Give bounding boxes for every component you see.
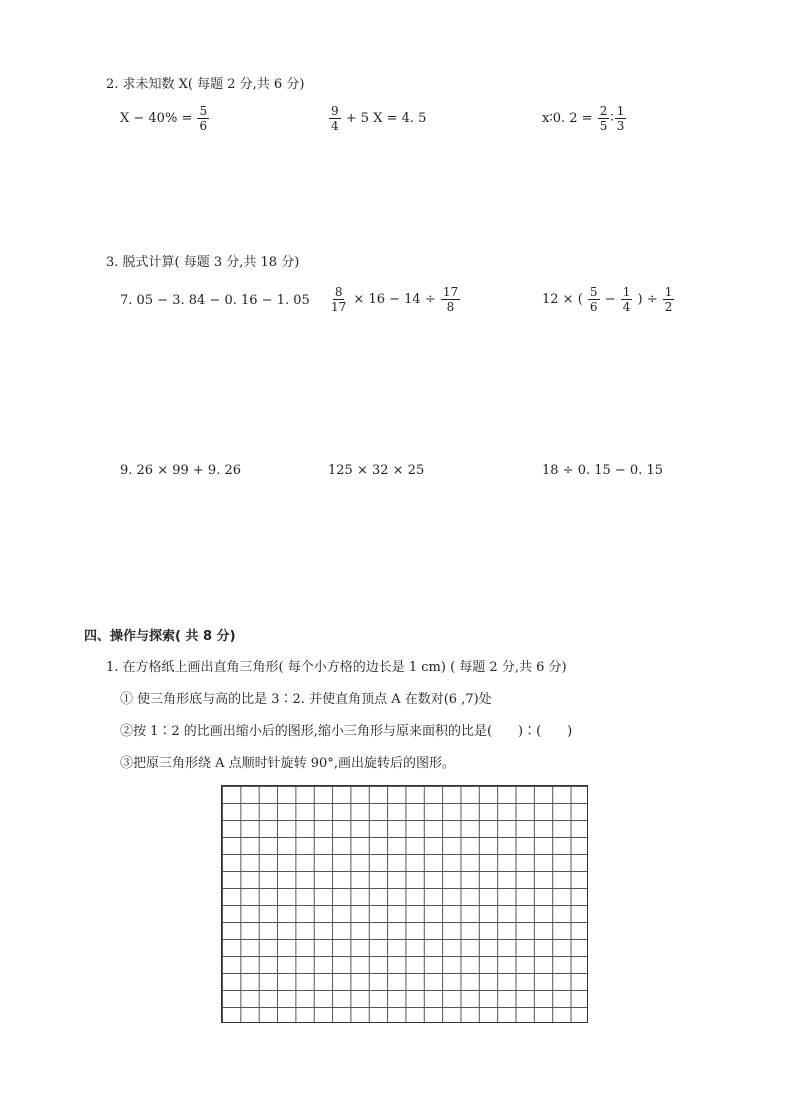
problem-6: 18 ÷ 0. 15 − 0. 15 — [542, 463, 664, 478]
fraction: $\frac{1}{3}$ — [616, 104, 625, 133]
equation-3-lhs: x∶0. 2 = — [542, 111, 593, 126]
equation-1 — [120, 104, 210, 133]
section2-title: 2. 求未知数 X( 每题 2 分,共 6 分) — [106, 77, 305, 92]
fraction: $\frac{2}{5}$ — [599, 104, 608, 133]
problem-2 — [328, 285, 461, 314]
fraction: $\frac{1}{4}$ — [622, 285, 631, 314]
equation-3 — [542, 104, 627, 133]
fraction: $\frac{9}{4}$ — [331, 104, 339, 133]
fraction: $\frac{8}{17}$ — [331, 285, 347, 314]
section4-heading: 四、操作与探索( 共 8 分) — [84, 629, 236, 644]
fraction: $\frac{5}{6}$ — [589, 285, 598, 314]
equation-2 — [328, 104, 426, 133]
step-1: ① 使三角形底与高的比是 3∶2. 并使直角顶点 A 在数对(6 ,7)处 — [120, 692, 492, 707]
problem-2-mid: × 16 − 14 ÷ — [353, 292, 436, 307]
section3-title: 3. 脱式计算( 每题 3 分,共 18 分) — [106, 255, 300, 270]
problem-3 — [542, 285, 675, 314]
question-1: 1. 在方格纸上画出直角三角形( 每个小方格的边长是 1 cm) ( 每题 2 分,共 6 分) — [106, 660, 567, 675]
step-2: ②按 1∶2 的比画出缩小后的图形,缩小三角形与原来面积的比是( )∶( ) — [120, 724, 573, 739]
problem-3-pre: 12 × ( — [542, 292, 583, 307]
minus-sign: − — [604, 292, 616, 307]
grid-paper[interactable] — [221, 785, 588, 1023]
problem-3-post: ) ÷ — [637, 292, 658, 307]
problem-5: 125 × 32 × 25 — [328, 463, 425, 478]
fraction: $\frac{17}{8}$ — [442, 285, 459, 314]
equation-1-lhs: X − 40% = — [120, 111, 193, 126]
problem-4: 9. 26 × 99 + 9. 26 — [120, 463, 242, 478]
step-3: ③把原三角形绕 A 点顺时针旋转 90°,画出旋转后的图形。 — [120, 756, 455, 771]
fraction: $\frac{1}{2}$ — [664, 285, 673, 314]
ratio-colon: ∶ — [610, 111, 614, 126]
fraction: $\frac{5}{6}$ — [199, 104, 208, 133]
problem-1: 7. 05 − 3. 84 − 0. 16 − 1. 05 — [120, 293, 310, 308]
equation-2-rhs: + 5 X = 4. 5 — [345, 111, 427, 126]
